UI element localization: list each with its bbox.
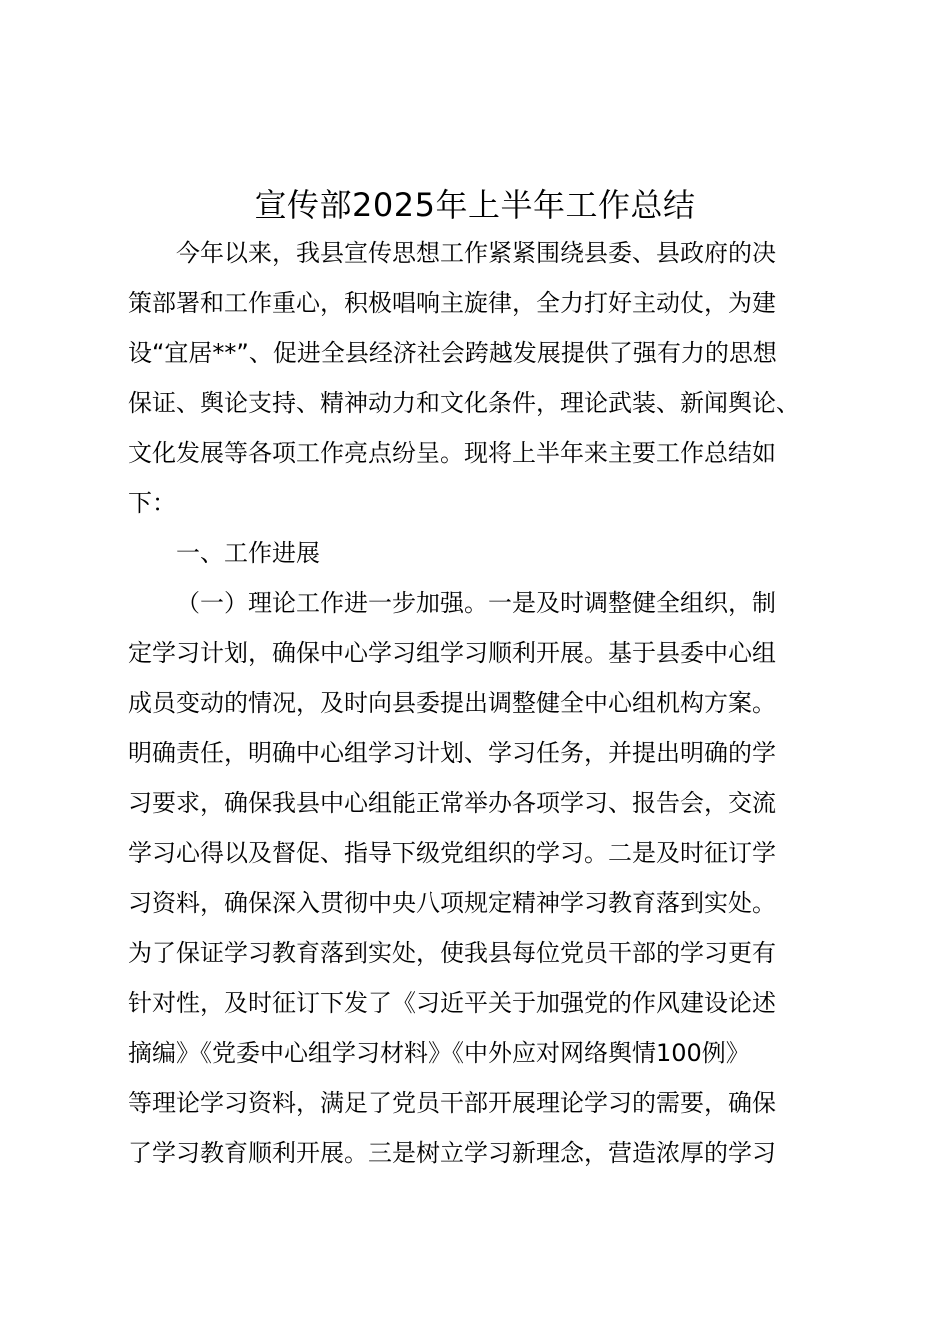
paragraph-line: （一）理论工作进一步加强。一是及时调整健全组织，制 — [176, 589, 776, 617]
paragraph-line: 定学习计划，确保中心学习组学习顺利开展。基于县委中心组 — [128, 639, 776, 667]
paragraph-line: 为了保证学习教育落到实处，使我县每位党员干部的学习更有 — [128, 939, 776, 967]
paragraph-line: 保证、舆论支持、精神动力和文化条件，理论武装、新闻舆论、 — [128, 389, 800, 417]
document-title: 宣传部2025年上半年工作总结 — [254, 186, 696, 224]
paragraph-line: 明确责任，明确中心组学习计划、学习任务，并提出明确的学 — [128, 739, 776, 767]
paragraph-line: 习资料，确保深入贯彻中央八项规定精神学习教育落到实处。 — [128, 889, 776, 917]
paragraph-line: 成员变动的情况，及时向县委提出调整健全中心组机构方案。 — [128, 689, 776, 717]
paragraph-line: 摘编》《党委中心组学习材料》《中外应对网络舆情100例》 — [128, 1039, 750, 1067]
paragraph-line: 针对性，及时征订下发了《习近平关于加强党的作风建设论述 — [128, 989, 776, 1017]
paragraph-line: 今年以来，我县宣传思想工作紧紧围绕县委、县政府的决 — [176, 239, 776, 267]
paragraph-line: 习要求，确保我县中心组能正常举办各项学习、报告会，交流 — [128, 789, 776, 817]
paragraph-line: 策部署和工作重心，积极唱响主旋律，全力打好主动仗，为建 — [128, 289, 776, 317]
paragraph-line: 下： — [128, 489, 176, 517]
paragraph-line: 等理论学习资料，满足了党员干部开展理论学习的需要，确保 — [128, 1089, 776, 1117]
paragraph-line: 设“宜居**”、促进全县经济社会跨越发展提供了强有力的思想 — [128, 339, 777, 367]
section-heading: 一、工作进展 — [176, 539, 320, 567]
paragraph-line: 了学习教育顺利开展。三是树立学习新理念，营造浓厚的学习 — [128, 1139, 776, 1167]
paragraph-line: 学习心得以及督促、指导下级党组织的学习。二是及时征订学 — [128, 839, 776, 867]
paragraph-line: 文化发展等各项工作亮点纷呈。现将上半年来主要工作总结如 — [128, 439, 776, 467]
